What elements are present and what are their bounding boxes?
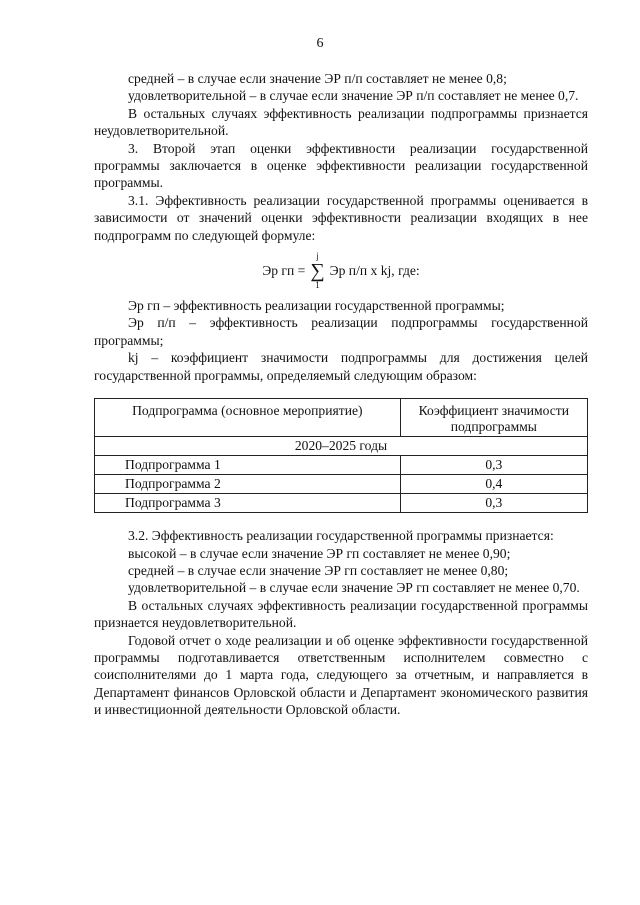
paragraph-satisfactory-threshold: удовлетворительной – в случае если значение ЭР п/п составляет не менее 0,7.	[128, 88, 579, 104]
definition-kj: kj – коэффициент значимости подпрограммы для достижения целей государственной программы, определяемый следующим образом:	[94, 350, 588, 383]
document-body	[94, 70, 588, 719]
sum-upper-limit: j	[316, 251, 319, 262]
table-row	[95, 494, 588, 513]
table-cell-name: Подпрограмма 3	[95, 494, 401, 513]
table-header-row	[95, 399, 588, 437]
definition-er-gp: Эр гп – эффективность реализации государственной программы;	[128, 298, 505, 314]
formula-left: Эр гп =	[262, 263, 306, 279]
table-cell-value: 0,4	[400, 475, 587, 494]
paragraph-unsatisfactory-gp: В остальных случаях эффективность реализации государственной программы признается неудовлетворительной.	[94, 597, 588, 631]
table-header-subprogram: Подпрограмма (основное мероприятие)	[95, 399, 401, 437]
paragraph-3-1: 3.1. Эффективность реализации государственной программы оценивается в зависимости от значений оценки эффективности реализации входящих в нее подпрограмм по следующей формуле:	[94, 192, 588, 243]
sum-lower-limit: 1	[315, 280, 320, 291]
paragraph-annual-report: Годовой отчет о ходе реализации и об оценке эффективности государственной программы подготавливается ответственным исполнителем совместно с соисполнителями до 1 марта года, следующего за отчетным, и направляется в Департамент финансов Орловской области и Департамент экономического развития и инвестиционной деятельности Орловской области.	[94, 632, 588, 718]
efficiency-formula	[94, 252, 588, 290]
formula-right: Эр п/п x kj, где:	[329, 263, 420, 279]
paragraph-high-threshold: высокой – в случае если значение ЭР гп составляет не менее 0,90;	[128, 545, 511, 561]
sigma-symbol: ∑	[310, 260, 325, 283]
paragraph-3-2: 3.2. Эффективность реализации государственной программы признается:	[128, 528, 554, 544]
table-cell-name: Подпрограмма 2	[95, 475, 401, 494]
paragraph-second-stage: 3. Второй этап оценки эффективности реализации государственной программы заключается в оценке эффективности реализации государственной программы.	[94, 140, 588, 191]
paragraph-medium-threshold: средней – в случае если значение ЭР п/п составляет не менее 0,8;	[128, 71, 507, 86]
paragraph-unsatisfactory: В остальных случаях эффективность реализации подпрограммы признается неудовлетворительной.	[94, 105, 588, 139]
sum-operator	[310, 252, 324, 290]
definition-er-pp: Эр п/п – эффективность реализации подпрограммы государственной программы;	[94, 315, 588, 348]
table-row	[95, 475, 588, 494]
table-cell-name: Подпрограмма 1	[95, 456, 401, 475]
table-row	[95, 456, 588, 475]
table-period-row	[95, 437, 588, 456]
page-number: 6	[316, 36, 324, 51]
table-header-coefficient: Коэффициент значимости подпрограммы	[400, 399, 587, 437]
paragraph-satisfactory-threshold-gp: удовлетворительной – в случае если значение ЭР гп составляет не менее 0,70.	[128, 580, 580, 596]
table-cell-value: 0,3	[400, 456, 587, 475]
table-cell-value: 0,3	[400, 494, 587, 513]
paragraph-medium-threshold-gp: средней – в случае если значение ЭР гп составляет не менее 0,80;	[128, 562, 509, 578]
coefficient-table	[94, 398, 588, 513]
table-period: 2020–2025 годы	[95, 437, 588, 456]
